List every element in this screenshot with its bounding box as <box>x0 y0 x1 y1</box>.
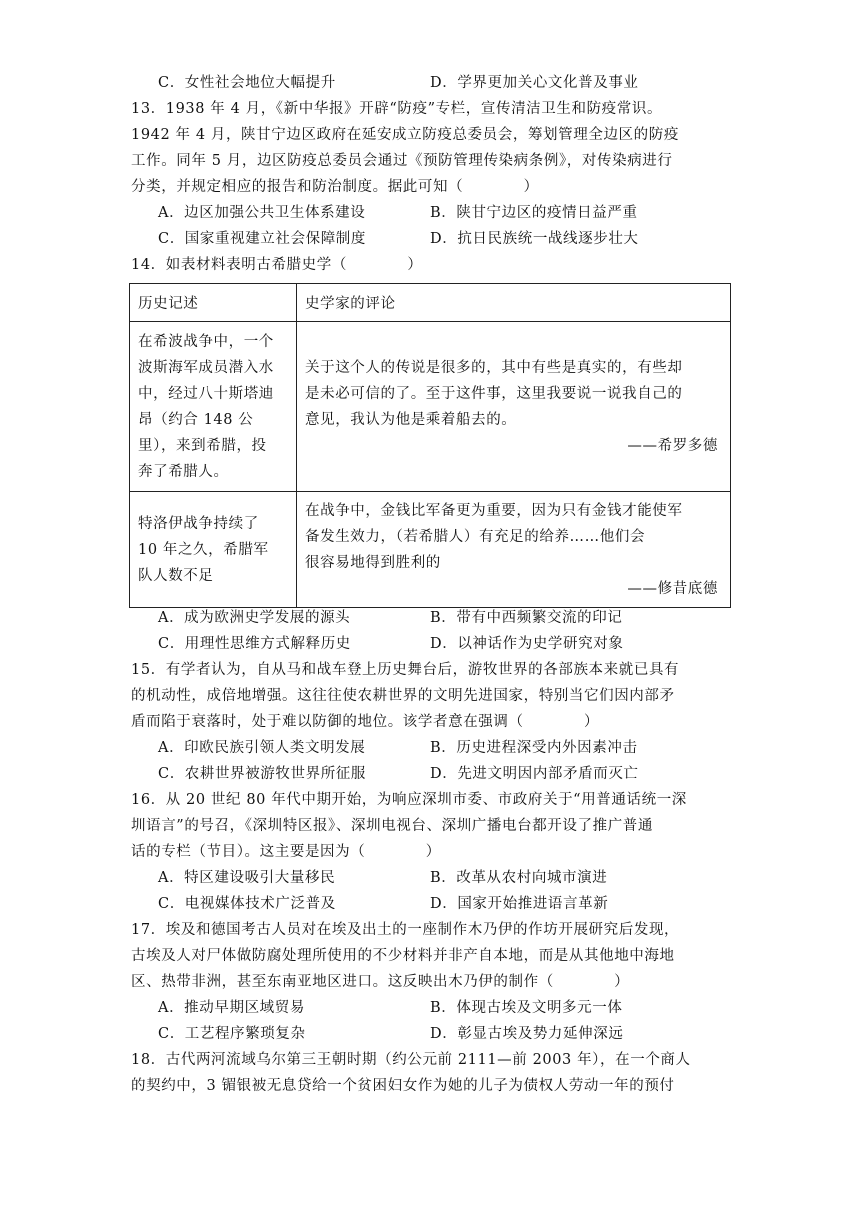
cell-text: 备发生效力，（若希腊人）有充足的给养……他们会 <box>305 528 646 545</box>
q16-option-b[interactable]: B．改革从农村向城市演进 <box>430 870 608 886</box>
q16-option-d[interactable]: D．国家开始推进语言革新 <box>430 896 609 912</box>
q15-option-b[interactable]: B．历史进程深受内外因素冲击 <box>430 740 638 756</box>
q17-stem-line-3: 区、热带非洲，甚至东南亚地区进口。这反映出木乃伊的制作（ ） <box>131 974 630 990</box>
q13-stem-line-3: 工作。同年 5 月，边区防疫总委员会通过《预防管理传染病条例》，对传染病进行 <box>131 153 673 169</box>
table-header-comment: 史学家的评论 <box>297 284 731 322</box>
q12-option-c[interactable]: C．女性社会地位大幅提升 <box>158 75 336 91</box>
cell-text: 里），来到希腊，投 <box>138 437 267 454</box>
cell-text: 意见，我认为他是乘着船去的。 <box>305 411 517 428</box>
q14-stem: 14．如表材料表明古希腊史学（ ） <box>131 257 423 273</box>
q14-source-table <box>129 283 731 608</box>
cell-text: 在希波战争中，一个 <box>138 333 274 350</box>
q17-stem-line-2: 古埃及人对尸体做防腐处理所使用的不少材料并非产自本地，而是从其他地中海地 <box>131 948 675 964</box>
q18-stem-line-2: 的契约中，3 镅银被无息贷给一个贫困妇女作为她的儿子为债权人劳动一年的预付 <box>131 1078 675 1094</box>
cell-text: 特洛伊战争持续了 <box>138 515 259 532</box>
table-cell-record <box>130 322 297 492</box>
cell-text: 奔了希腊人。 <box>138 463 229 480</box>
comment-attribution: ——希罗多德 <box>627 437 718 454</box>
table-cell-comment <box>297 322 731 492</box>
cell-text: 很容易地得到胜利的 <box>305 554 441 571</box>
q13-stem-line-4: 分类，并规定相应的报告和防治制度。据此可知（ ） <box>131 179 539 195</box>
q16-stem-line-3: 话的专栏（节目）。这主要是因为（ ） <box>131 844 441 860</box>
q15-stem-line-2: 的机动性，成倍地增强。这往往使农耕世界的文明先进国家，特别当它们因内部矛 <box>131 688 675 704</box>
comment-attribution: ——修昔底德 <box>627 580 718 597</box>
q16-option-a[interactable]: A．特区建设吸引大量移民 <box>158 870 336 886</box>
table-row <box>130 322 731 492</box>
cell-text: 在战争中，金钱比军备更为重要，因为只有金钱才能使军 <box>305 502 683 519</box>
q14-option-a[interactable]: A．成为欧洲史学发展的源头 <box>158 610 351 626</box>
q13-stem-line-1: 13．1938 年 4 月，《新中华报》开辟“防疫”专栏，宣传清洁卫生和防疫常识。 <box>131 101 663 117</box>
cell-text: 10 年之久，希腊军 <box>138 541 269 558</box>
q12-option-d[interactable]: D．学界更加关心文化普及事业 <box>430 75 639 91</box>
q17-option-a[interactable]: A．推动早期区域贸易 <box>158 1000 305 1016</box>
q15-stem-line-3: 盾而陷于衰落时，处于难以防御的地位。该学者意在强调（ ） <box>131 714 600 730</box>
q13-option-d[interactable]: D．抗日民族统一战线逐步壮大 <box>430 231 639 247</box>
table-cell-record <box>130 492 297 608</box>
table-header-row <box>130 284 731 322</box>
cell-text: 昂（约合 148 公 <box>138 411 254 428</box>
q18-stem-line-1: 18．古代两河流域乌尔第三王朝时期（约公元前 2111—前 2003 年），在一个商人 <box>131 1052 691 1068</box>
q15-option-a[interactable]: A．印欧民族引领人类文明发展 <box>158 740 366 756</box>
q16-option-c[interactable]: C．电视媒体技术广泛普及 <box>158 896 336 912</box>
q15-option-d[interactable]: D．先进文明因内部矛盾而灭亡 <box>430 766 639 782</box>
q17-stem-line-1: 17．埃及和德国考古人员对在埃及出土的一座制作木乃伊的作坊开展研究后发现， <box>131 922 680 938</box>
cell-text: 关于这个人的传说是很多的，其中有些是真实的，有些却 <box>305 359 683 376</box>
q14-option-b[interactable]: B．带有中西频繁交流的印记 <box>430 610 623 626</box>
cell-text: 波斯海军成员潜入水 <box>138 359 274 376</box>
table-row <box>130 492 731 608</box>
q14-option-c[interactable]: C．用理性思维方式解释历史 <box>158 636 351 652</box>
q13-option-c[interactable]: C．国家重视建立社会保障制度 <box>158 231 366 247</box>
cell-text: 队人数不足 <box>138 567 214 584</box>
cell-text: 中，经过八十斯塔迪 <box>138 385 274 402</box>
q15-option-c[interactable]: C．农耕世界被游牧世界所征服 <box>158 766 366 782</box>
cell-text: 是未必可信的了。至于这件事，这里我要说一说我自己的 <box>305 385 683 402</box>
table-cell-comment <box>297 492 731 608</box>
q17-option-b[interactable]: B．体现古埃及文明多元一体 <box>430 1000 623 1016</box>
table-header-record: 历史记述 <box>130 284 297 322</box>
q15-stem-line-1: 15．有学者认为，自从马和战车登上历史舞台后，游牧世界的各部族本来就已具有 <box>131 662 680 678</box>
q13-stem-line-2: 1942 年 4 月，陕甘宁边区政府在延安成立防疫总委员会，筹划管理全边区的防疫 <box>131 127 679 143</box>
q13-option-a[interactable]: A．边区加强公共卫生体系建设 <box>158 205 366 221</box>
q14-option-d[interactable]: D．以神话作为史学研究对象 <box>430 636 624 652</box>
q17-option-d[interactable]: D．彰显古埃及势力延伸深远 <box>430 1026 624 1042</box>
q16-stem-line-1: 16．从 20 世纪 80 年代中期开始，为响应深圳市委、市政府关于“用普通话统一深 <box>131 792 687 808</box>
q13-option-b[interactable]: B．陕甘宁边区的疫情日益严重 <box>430 205 638 221</box>
q16-stem-line-2: 圳语言”的号召，《深圳特区报》、深圳电视台、深圳广播电台都开设了推广普通 <box>131 818 654 834</box>
q17-option-c[interactable]: C．工艺程序繁琐复杂 <box>158 1026 306 1042</box>
